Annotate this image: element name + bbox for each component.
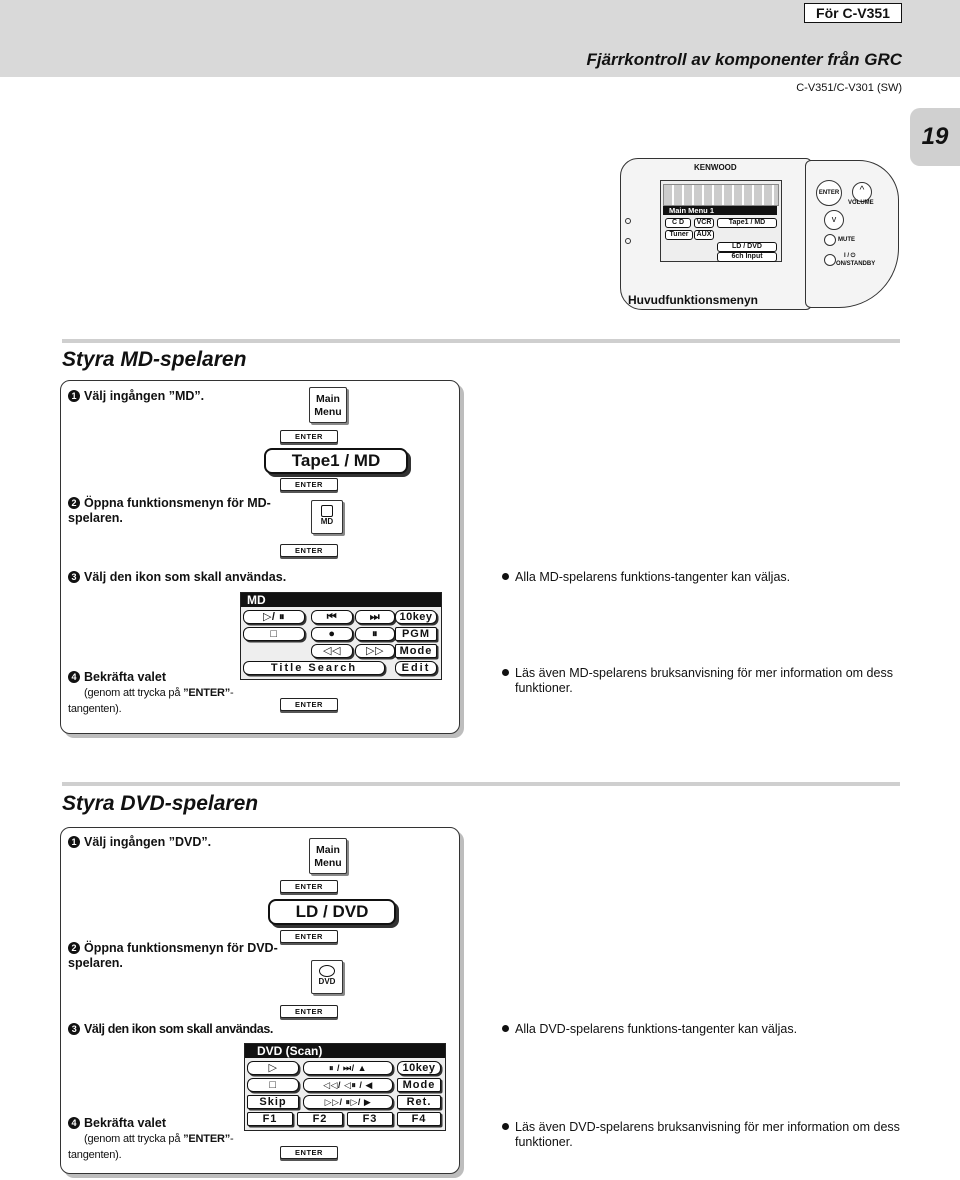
md-next-key[interactable]: ⏭ <box>355 610 395 624</box>
page-number-tab: 19 <box>910 108 960 166</box>
md-pause-key[interactable]: ⏸ <box>355 627 395 641</box>
dvd-main-menu-button[interactable]: Main Menu <box>309 838 347 874</box>
bullet-dot <box>502 573 509 580</box>
remote-caption: Huvudfunktionsmenyn <box>628 293 759 307</box>
note-text: Läs även MD-spelarens bruksanvisning för mer information om dess funktioner. <box>515 666 893 695</box>
step-sub-text: (genom att trycka på <box>84 687 184 699</box>
step-text: Bekräfta valet <box>84 1116 166 1130</box>
dvd-rew-key[interactable]: ◁◁/ ◁⏸ / ◀ <box>303 1078 393 1092</box>
bullet-dot <box>502 1123 509 1130</box>
dvd-step-1 <box>68 835 211 850</box>
step-number: 1 <box>68 836 80 848</box>
remote-aux-button[interactable]: AUX <box>694 230 714 240</box>
step-number: 2 <box>68 497 80 509</box>
step-text: Öppna funktionsmenyn för MD-spelaren. <box>68 496 271 525</box>
remote-mute-label: MUTE <box>838 237 855 243</box>
step-text: Välj ingången ”MD”. <box>84 389 205 403</box>
remote-icon-row <box>663 184 779 206</box>
remote-grip <box>805 160 899 308</box>
dvd-step-4 <box>68 1116 258 1163</box>
dvd-f3-key[interactable]: F3 <box>347 1112 393 1126</box>
md-tape1-md-button[interactable]: Tape1 / MD <box>264 448 408 474</box>
bullet-dot <box>502 1025 509 1032</box>
step-number: 2 <box>68 942 80 954</box>
bullet-dot <box>502 669 509 676</box>
step-text: Bekräfta valet <box>84 670 166 684</box>
step-text: Välj den ikon som skall användas. <box>84 1022 273 1036</box>
md-play-pause-key[interactable]: ▷/ ⏸ <box>243 610 305 624</box>
md-step-2 <box>68 496 278 526</box>
md-function-menu <box>240 592 442 680</box>
dvd-play-key[interactable]: ▷ <box>247 1061 299 1075</box>
step-sub-end: -tangenten). <box>68 1133 234 1161</box>
note-text: Läs även DVD-spelarens bruksanvisning för mer information om dess funktioner. <box>515 1120 900 1149</box>
dvd-pause-skip-key[interactable]: ⏸ / ⏭/ ▲ <box>303 1061 393 1075</box>
remote-enter-button[interactable]: ENTER <box>816 180 842 206</box>
step-sub-key: ”ENTER” <box>183 687 231 699</box>
remote-vcr-button[interactable]: VCR <box>694 218 714 228</box>
dvd-disc-icon <box>319 965 335 977</box>
remote-mute-button[interactable] <box>824 234 836 246</box>
volume-up-icon[interactable]: ^ <box>852 182 872 202</box>
dvd-f1-key[interactable]: F1 <box>247 1112 293 1126</box>
dvd-menu-title: DVD (Scan) <box>245 1044 445 1058</box>
md-enter-key-1[interactable]: ENTER <box>280 430 338 443</box>
remote-tuner-button[interactable]: Tuner <box>665 230 693 240</box>
dvd-ld-dvd-button[interactable]: LD / DVD <box>268 899 396 925</box>
remote-tape-md-button[interactable]: Tape1 / MD <box>717 218 777 228</box>
step-number: 4 <box>68 671 80 683</box>
volume-down-icon[interactable]: v <box>824 210 844 230</box>
md-enter-key-2[interactable]: ENTER <box>280 478 338 491</box>
dvd-function-icon-button[interactable] <box>311 960 343 994</box>
dvd-f4-key[interactable]: F4 <box>397 1112 441 1126</box>
dvd-stop-key[interactable]: □ <box>247 1078 299 1092</box>
model-tag: För C-V351 <box>804 3 902 23</box>
md-function-icon-button[interactable] <box>311 500 343 534</box>
section-rule <box>62 339 900 343</box>
model-line: C-V351/C-V301 (SW) <box>796 82 902 94</box>
md-pgm-key[interactable]: PGM <box>395 627 437 641</box>
md-enter-key-4[interactable]: ENTER <box>280 698 338 711</box>
md-step-4 <box>68 670 258 717</box>
step-number: 4 <box>68 1117 80 1129</box>
md-title-search-key[interactable]: Title Search <box>243 661 385 675</box>
dvd-10key-key[interactable]: 10key <box>397 1061 441 1075</box>
dvd-function-menu <box>244 1043 446 1131</box>
dvd-note-2 <box>502 1120 905 1150</box>
document-title: Fjärrkontroll av komponenter från GRC <box>586 50 902 69</box>
remote-ld-dvd-button[interactable]: LD / DVD <box>717 242 777 252</box>
dvd-section-title: Styra DVD-spelaren <box>62 792 259 815</box>
led-dot <box>625 238 631 244</box>
step-number: 3 <box>68 571 80 583</box>
md-enter-key-3[interactable]: ENTER <box>280 544 338 557</box>
step-sub-text: (genom att trycka på <box>84 1133 184 1145</box>
md-stop-key[interactable]: □ <box>243 627 305 641</box>
step-number: 3 <box>68 1023 80 1035</box>
remote-volume-label: VOLUME <box>848 200 874 206</box>
remote-power-button[interactable] <box>824 254 836 266</box>
md-section-title: Styra MD-spelaren <box>62 348 247 371</box>
dvd-step-2 <box>68 941 278 971</box>
dvd-return-key[interactable]: Ret. <box>397 1095 441 1109</box>
md-note-2 <box>502 666 905 696</box>
remote-screen-title: Main Menu 1 <box>663 206 777 215</box>
dvd-icon-label: DVD <box>318 977 336 986</box>
md-menu-title: MD <box>241 593 441 607</box>
dvd-skip-key[interactable]: Skip <box>247 1095 299 1109</box>
dvd-enter-key-2[interactable]: ENTER <box>280 930 338 943</box>
md-10key-key[interactable]: 10key <box>395 610 437 624</box>
section-rule <box>62 782 900 786</box>
md-mode-key[interactable]: Mode <box>395 644 437 658</box>
remote-6ch-button[interactable]: 6ch Input <box>717 252 777 262</box>
step-number: 1 <box>68 390 80 402</box>
step-sub-end: -tangenten). <box>68 687 234 715</box>
md-main-menu-button[interactable]: Main Menu <box>309 387 347 423</box>
step-sub-key: ”ENTER” <box>183 1133 231 1145</box>
md-edit-key[interactable]: Edit <box>395 661 437 675</box>
dvd-mode-key[interactable]: Mode <box>397 1078 441 1092</box>
md-disc-icon <box>321 505 333 517</box>
step-text: Välj ingången ”DVD”. <box>84 835 212 849</box>
step-text: Öppna funktionsmenyn för DVD-spelaren. <box>68 941 278 970</box>
step-text: Välj den ikon som skall användas. <box>84 570 287 584</box>
dvd-note-1 <box>502 1022 797 1037</box>
dvd-enter-key-1[interactable]: ENTER <box>280 880 338 893</box>
note-text: Alla MD-spelarens funktions-tangenter kan väljas. <box>515 570 791 584</box>
note-text: Alla DVD-spelarens funktions-tangenter kan väljas. <box>515 1022 798 1036</box>
remote-cd-button[interactable]: C D <box>665 218 691 228</box>
md-note-1 <box>502 570 790 585</box>
md-icon-label: MD <box>320 517 334 526</box>
md-step-3 <box>68 570 286 585</box>
dvd-enter-key-3[interactable]: ENTER <box>280 1005 338 1018</box>
led-dot <box>625 218 631 224</box>
remote-power-label: ON/STANDBY <box>836 261 876 267</box>
dvd-ff-key[interactable]: ▷▷/ ⏸▷/ ▶ <box>303 1095 393 1109</box>
remote-screen <box>660 180 782 262</box>
dvd-step-3 <box>68 1022 273 1037</box>
md-rec-key[interactable]: ● <box>311 627 353 641</box>
remote-power-symbol: I / ⏻ <box>844 253 856 259</box>
md-ff-key[interactable]: ▷▷ <box>355 644 395 658</box>
remote-illustration <box>620 158 900 308</box>
md-prev-key[interactable]: ⏮ <box>311 610 353 624</box>
md-step-1 <box>68 389 204 404</box>
dvd-f2-key[interactable]: F2 <box>297 1112 343 1126</box>
md-rew-key[interactable]: ◁◁ <box>311 644 353 658</box>
dvd-enter-key-4[interactable]: ENTER <box>280 1146 338 1159</box>
remote-brand: KENWOOD <box>694 163 737 172</box>
